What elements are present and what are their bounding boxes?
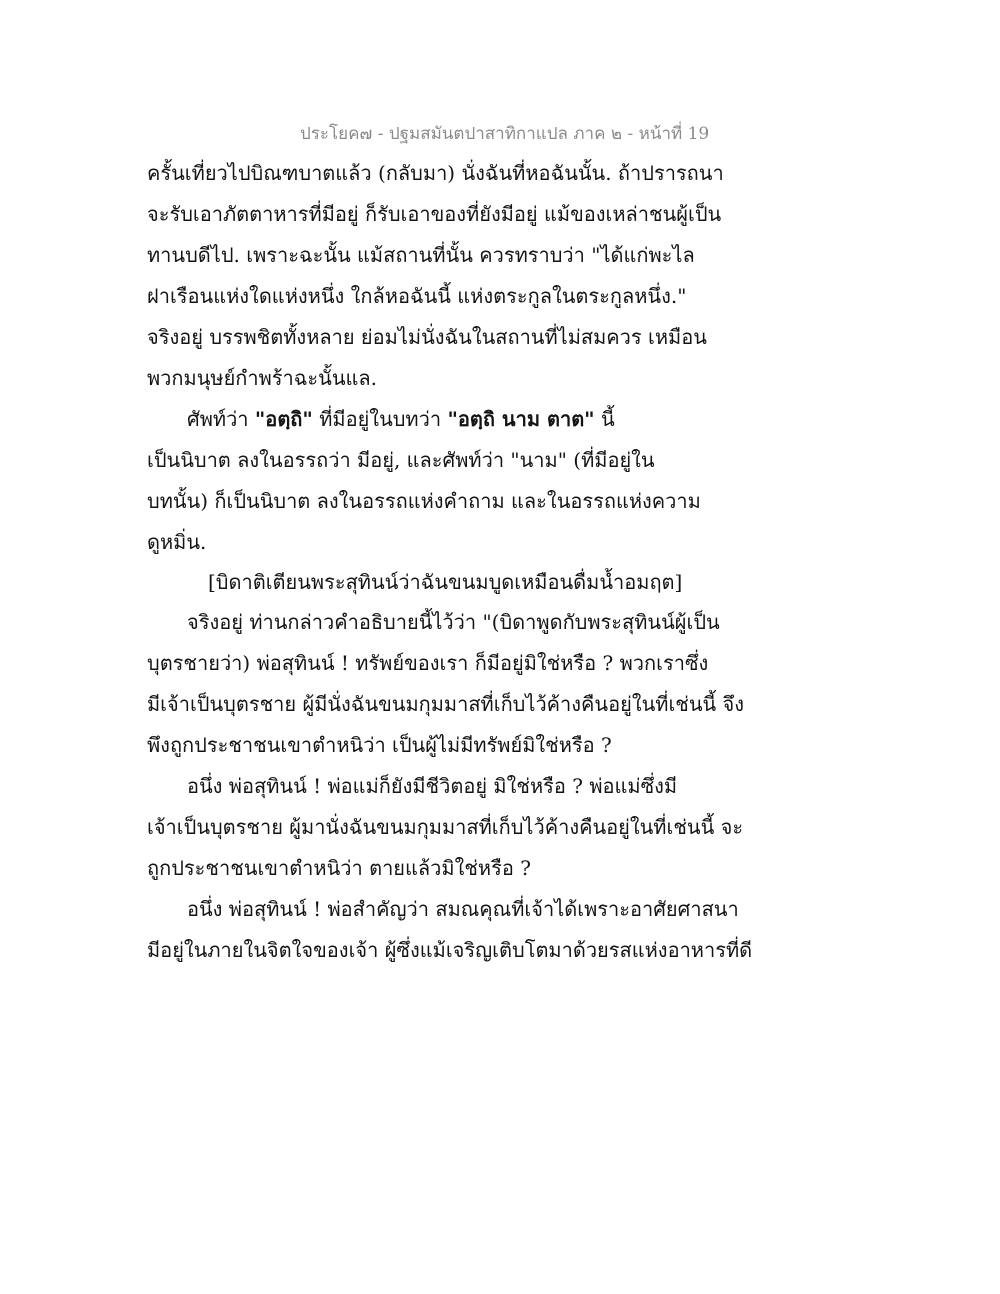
text-line: ดูหมิ่น. [147, 530, 207, 554]
text-run: ที่มีอยู่ในบทว่า [312, 407, 448, 431]
running-header: ประโยค๗ - ปฐมสมันตปาสาทิกาแปล ภาค ๒ - หน้าที่ 19 [300, 124, 710, 144]
text-line: จริงอยู่ ท่านกล่าวคำอธิบายนี้ไว้ว่า "(บิดาพูดกับพระสุทินน์ผู้เป็น [187, 610, 720, 634]
text-line: พึงถูกประชาชนเขาตำหนิว่า เป็นผู้ไม่มีทรัพย์มิใช่หรือ ? [147, 733, 612, 757]
pali-term-bold: "อตฺถิ" [254, 407, 313, 431]
text-line: อนึ่ง พ่อสุทินน์ ! พ่อแม่ก็ยังมีชีวิตอยู่ มิใช่หรือ ? พ่อแม่ซึ่งมี [187, 774, 678, 798]
text-line: อนึ่ง พ่อสุทินน์ ! พ่อสำคัญว่า สมณคุณที่เจ้าได้เพราะอาศัยศาสนา [187, 897, 739, 921]
section-heading: [บิดาติเตียนพระสุทินน์ว่าฉันขนมบูดเหมือนดื่มน้ำอมฤต] [208, 570, 683, 594]
text-line: ครั้นเที่ยวไปบิณฑบาตแล้ว (กลับมา) นั่งฉันที่หอฉันนั้น. ถ้าปรารถนา [147, 161, 724, 185]
text-line: มีอยู่ในภายในจิตใจของเจ้า ผู้ซึ่งแม้เจริญเติบโตมาด้วยรสแห่งอาหารที่ดี [147, 938, 753, 962]
text-line: พวกมนุษย์กำพร้าฉะนั้นแล. [147, 366, 377, 390]
text-run: ศัพท์ว่า [187, 407, 255, 431]
text-line: จะรับเอาภัตตาหารที่มีอยู่ ก็รับเอาของที่ยังมีอยู่ แม้ของเหล่าชนผู้เป็น [147, 202, 722, 226]
text-run: นี้ [594, 407, 615, 431]
text-line: เป็นนิบาต ลงในอรรถว่า มีอยู่, และศัพท์ว่า "นาม" (ที่มีอยู่ใน [147, 448, 655, 472]
text-line: บทนั้น) ก็เป็นนิบาต ลงในอรรถแห่งคำถาม และในอรรถแห่งความ [147, 489, 701, 513]
text-line: ฝาเรือนแห่งใดแห่งหนึ่ง ใกล้หอฉันนี้ แห่งตระกูลในตระกูลหนึ่ง." [147, 284, 687, 308]
paragraph-first-line [187, 404, 615, 434]
text-line: จริงอยู่ บรรพชิตทั้งหลาย ย่อมไม่นั่งฉันในสถานที่ไม่สมควร เหมือน [147, 325, 707, 349]
pali-phrase-bold: "อตฺถิ นาม ตาต" [447, 407, 595, 431]
text-line: ถูกประชาชนเขาตำหนิว่า ตายแล้วมิใช่หรือ ? [147, 856, 531, 880]
text-line: บุตรชายว่า) พ่อสุทินน์ ! ทรัพย์ของเรา ก็มีอยู่มิใช่หรือ ? พวกเราซึ่ง [147, 651, 709, 675]
text-line: เจ้าเป็นบุตรชาย ผู้มานั่งฉันขนมกุมมาสที่เก็บไว้ค้างคืนอยู่ในที่เช่นนี้ จะ [147, 815, 744, 839]
text-line: ทานบดีไป. เพราะฉะนั้น แม้สถานที่นั้น ควรทราบว่า "ได้แก่พะไล [147, 243, 695, 267]
text-line: มีเจ้าเป็นบุตรชาย ผู้มีนั่งฉันขนมกุมมาสที่เก็บไว้ค้างคืนอยู่ในที่เช่นนี้ จึง [147, 692, 745, 716]
